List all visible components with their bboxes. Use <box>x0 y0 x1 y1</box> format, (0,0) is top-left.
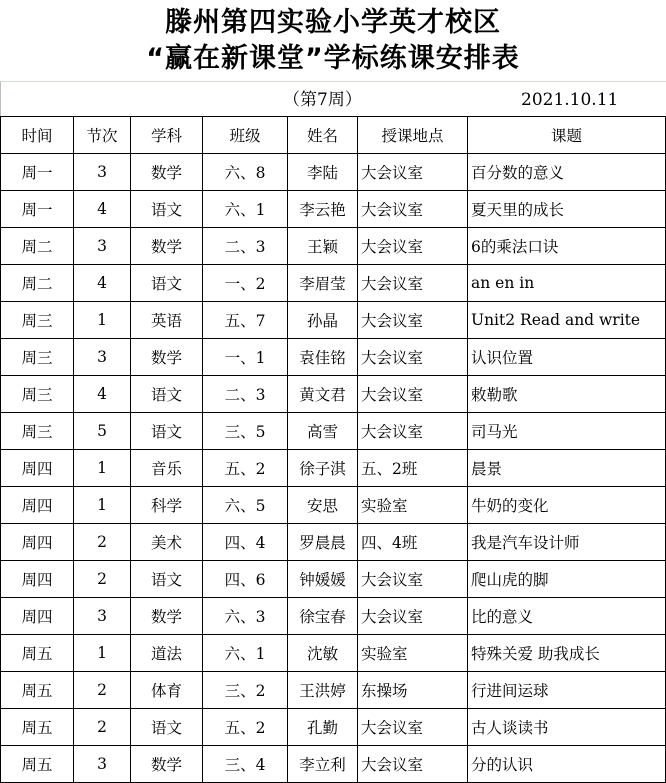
cell-teacher: 黄文君 <box>288 376 358 413</box>
cell-teacher: 孙晶 <box>288 302 358 339</box>
cell-teacher: 王洪婷 <box>288 672 358 709</box>
schedule-table <box>0 116 666 783</box>
cell-topic: 百分数的意义 <box>468 154 666 191</box>
cell-location: 实验室 <box>358 635 468 672</box>
cell-location: 大会议室 <box>358 561 468 598</box>
cell-teacher: 李立利 <box>288 746 358 783</box>
cell-teacher: 李陆 <box>288 154 358 191</box>
cell-period: 2 <box>74 524 131 561</box>
cell-day: 周五 <box>1 672 74 709</box>
cell-topic: 分的认识 <box>468 746 666 783</box>
cell-period: 4 <box>74 265 131 302</box>
cell-period: 1 <box>74 635 131 672</box>
cell-subject: 数学 <box>131 154 203 191</box>
cell-class: 六、1 <box>203 191 288 228</box>
table-row <box>1 450 666 487</box>
cell-period: 3 <box>74 598 131 635</box>
cell-day: 周五 <box>1 709 74 746</box>
table-row <box>1 561 666 598</box>
cell-day: 周一 <box>1 154 74 191</box>
cell-class: 五、7 <box>203 302 288 339</box>
column-header-time: 时间 <box>1 117 74 154</box>
table-row <box>1 228 666 265</box>
cell-subject: 语文 <box>131 376 203 413</box>
cell-topic: 晨景 <box>468 450 666 487</box>
cell-day: 周五 <box>1 746 74 783</box>
cell-topic: an en in <box>468 265 666 302</box>
cell-teacher: 钟媛媛 <box>288 561 358 598</box>
date-label: 2021.10.11 <box>521 90 619 110</box>
table-row <box>1 598 666 635</box>
cell-class: 一、1 <box>203 339 288 376</box>
table-row <box>1 376 666 413</box>
cell-subject: 语文 <box>131 265 203 302</box>
cell-subject: 体育 <box>131 672 203 709</box>
cell-period: 2 <box>74 561 131 598</box>
cell-topic: 爬山虎的脚 <box>468 561 666 598</box>
cell-subject: 数学 <box>131 746 203 783</box>
cell-subject: 道法 <box>131 635 203 672</box>
cell-day: 周四 <box>1 561 74 598</box>
cell-location: 五、2班 <box>358 450 468 487</box>
column-header-subject: 学科 <box>131 117 203 154</box>
cell-period: 2 <box>74 672 131 709</box>
cell-topic: Unit2 Read and write <box>468 302 666 339</box>
cell-location: 大会议室 <box>358 339 468 376</box>
table-row <box>1 339 666 376</box>
cell-topic: 我是汽车设计师 <box>468 524 666 561</box>
cell-topic: 行进间运球 <box>468 672 666 709</box>
table-body <box>1 154 666 783</box>
column-header-class: 班级 <box>203 117 288 154</box>
cell-class: 四、4 <box>203 524 288 561</box>
cell-teacher: 李眉莹 <box>288 265 358 302</box>
cell-class: 三、4 <box>203 746 288 783</box>
cell-day: 周四 <box>1 450 74 487</box>
cell-class: 三、2 <box>203 672 288 709</box>
cell-day: 周三 <box>1 339 74 376</box>
cell-class: 五、2 <box>203 709 288 746</box>
cell-topic: 司马光 <box>468 413 666 450</box>
table-row <box>1 635 666 672</box>
cell-subject: 语文 <box>131 709 203 746</box>
column-header-name: 姓名 <box>288 117 358 154</box>
cell-period: 1 <box>74 487 131 524</box>
column-header-topic: 课题 <box>468 117 666 154</box>
week-label: （第7周） <box>283 90 362 110</box>
cell-day: 周四 <box>1 598 74 635</box>
cell-topic: 敕勒歌 <box>468 376 666 413</box>
cell-location: 大会议室 <box>358 413 468 450</box>
cell-teacher: 王颖 <box>288 228 358 265</box>
cell-topic: 6的乘法口诀 <box>468 228 666 265</box>
cell-location: 大会议室 <box>358 265 468 302</box>
table-row <box>1 487 666 524</box>
table-row <box>1 302 666 339</box>
cell-period: 3 <box>74 228 131 265</box>
cell-teacher: 沈敏 <box>288 635 358 672</box>
cell-class: 一、2 <box>203 265 288 302</box>
table-row <box>1 265 666 302</box>
cell-topic: 特殊关爱 助我成长 <box>468 635 666 672</box>
column-header-location: 授课地点 <box>358 117 468 154</box>
cell-topic: 夏天里的成长 <box>468 191 666 228</box>
cell-subject: 数学 <box>131 228 203 265</box>
cell-subject: 美术 <box>131 524 203 561</box>
cell-location: 大会议室 <box>358 191 468 228</box>
cell-period: 3 <box>74 154 131 191</box>
cell-teacher: 高雪 <box>288 413 358 450</box>
document-title: 滕州第四实验小学英才校区 <box>165 7 501 38</box>
document-subtitle: “赢在新课堂”学标练课安排表 <box>146 43 520 74</box>
cell-teacher: 徐宝春 <box>288 598 358 635</box>
cell-class: 三、5 <box>203 413 288 450</box>
cell-class: 二、3 <box>203 376 288 413</box>
cell-topic: 认识位置 <box>468 339 666 376</box>
cell-class: 四、6 <box>203 561 288 598</box>
cell-subject: 科学 <box>131 487 203 524</box>
cell-day: 周一 <box>1 191 74 228</box>
cell-teacher: 罗晨晨 <box>288 524 358 561</box>
cell-teacher: 李云艳 <box>288 191 358 228</box>
cell-class: 六、8 <box>203 154 288 191</box>
cell-location: 大会议室 <box>358 228 468 265</box>
cell-topic: 牛奶的变化 <box>468 487 666 524</box>
cell-period: 2 <box>74 709 131 746</box>
cell-day: 周三 <box>1 302 74 339</box>
cell-class: 六、5 <box>203 487 288 524</box>
cell-location: 四、4班 <box>358 524 468 561</box>
cell-day: 周四 <box>1 524 74 561</box>
cell-location: 大会议室 <box>358 709 468 746</box>
cell-day: 周三 <box>1 376 74 413</box>
cell-location: 大会议室 <box>358 746 468 783</box>
cell-day: 周四 <box>1 487 74 524</box>
cell-period: 3 <box>74 339 131 376</box>
cell-teacher: 孔勤 <box>288 709 358 746</box>
cell-teacher: 安思 <box>288 487 358 524</box>
table-row <box>1 709 666 746</box>
cell-class: 六、1 <box>203 635 288 672</box>
cell-topic: 比的意义 <box>468 598 666 635</box>
cell-location: 大会议室 <box>358 302 468 339</box>
table-row <box>1 746 666 783</box>
cell-location: 东操场 <box>358 672 468 709</box>
cell-location: 大会议室 <box>358 154 468 191</box>
cell-period: 4 <box>74 376 131 413</box>
cell-topic: 古人谈读书 <box>468 709 666 746</box>
cell-day: 周二 <box>1 265 74 302</box>
cell-location: 大会议室 <box>358 598 468 635</box>
cell-subject: 语文 <box>131 191 203 228</box>
cell-period: 4 <box>74 191 131 228</box>
table-header-row <box>1 117 666 154</box>
cell-subject: 数学 <box>131 339 203 376</box>
cell-class: 六、3 <box>203 598 288 635</box>
cell-day: 周二 <box>1 228 74 265</box>
cell-period: 1 <box>74 450 131 487</box>
cell-period: 3 <box>74 746 131 783</box>
table-row <box>1 154 666 191</box>
cell-subject: 数学 <box>131 598 203 635</box>
cell-subject: 音乐 <box>131 450 203 487</box>
cell-day: 周五 <box>1 635 74 672</box>
cell-period: 1 <box>74 302 131 339</box>
cell-period: 5 <box>74 413 131 450</box>
cell-subject: 语文 <box>131 561 203 598</box>
cell-location: 大会议室 <box>358 376 468 413</box>
cell-subject: 英语 <box>131 302 203 339</box>
table-row <box>1 672 666 709</box>
cell-class: 二、3 <box>203 228 288 265</box>
table-row <box>1 524 666 561</box>
cell-subject: 语文 <box>131 413 203 450</box>
cell-teacher: 袁佳铭 <box>288 339 358 376</box>
table-row <box>1 191 666 228</box>
column-header-period: 节次 <box>74 117 131 154</box>
cell-class: 五、2 <box>203 450 288 487</box>
cell-location: 实验室 <box>358 487 468 524</box>
table-row <box>1 413 666 450</box>
cell-teacher: 徐子淇 <box>288 450 358 487</box>
cell-day: 周三 <box>1 413 74 450</box>
